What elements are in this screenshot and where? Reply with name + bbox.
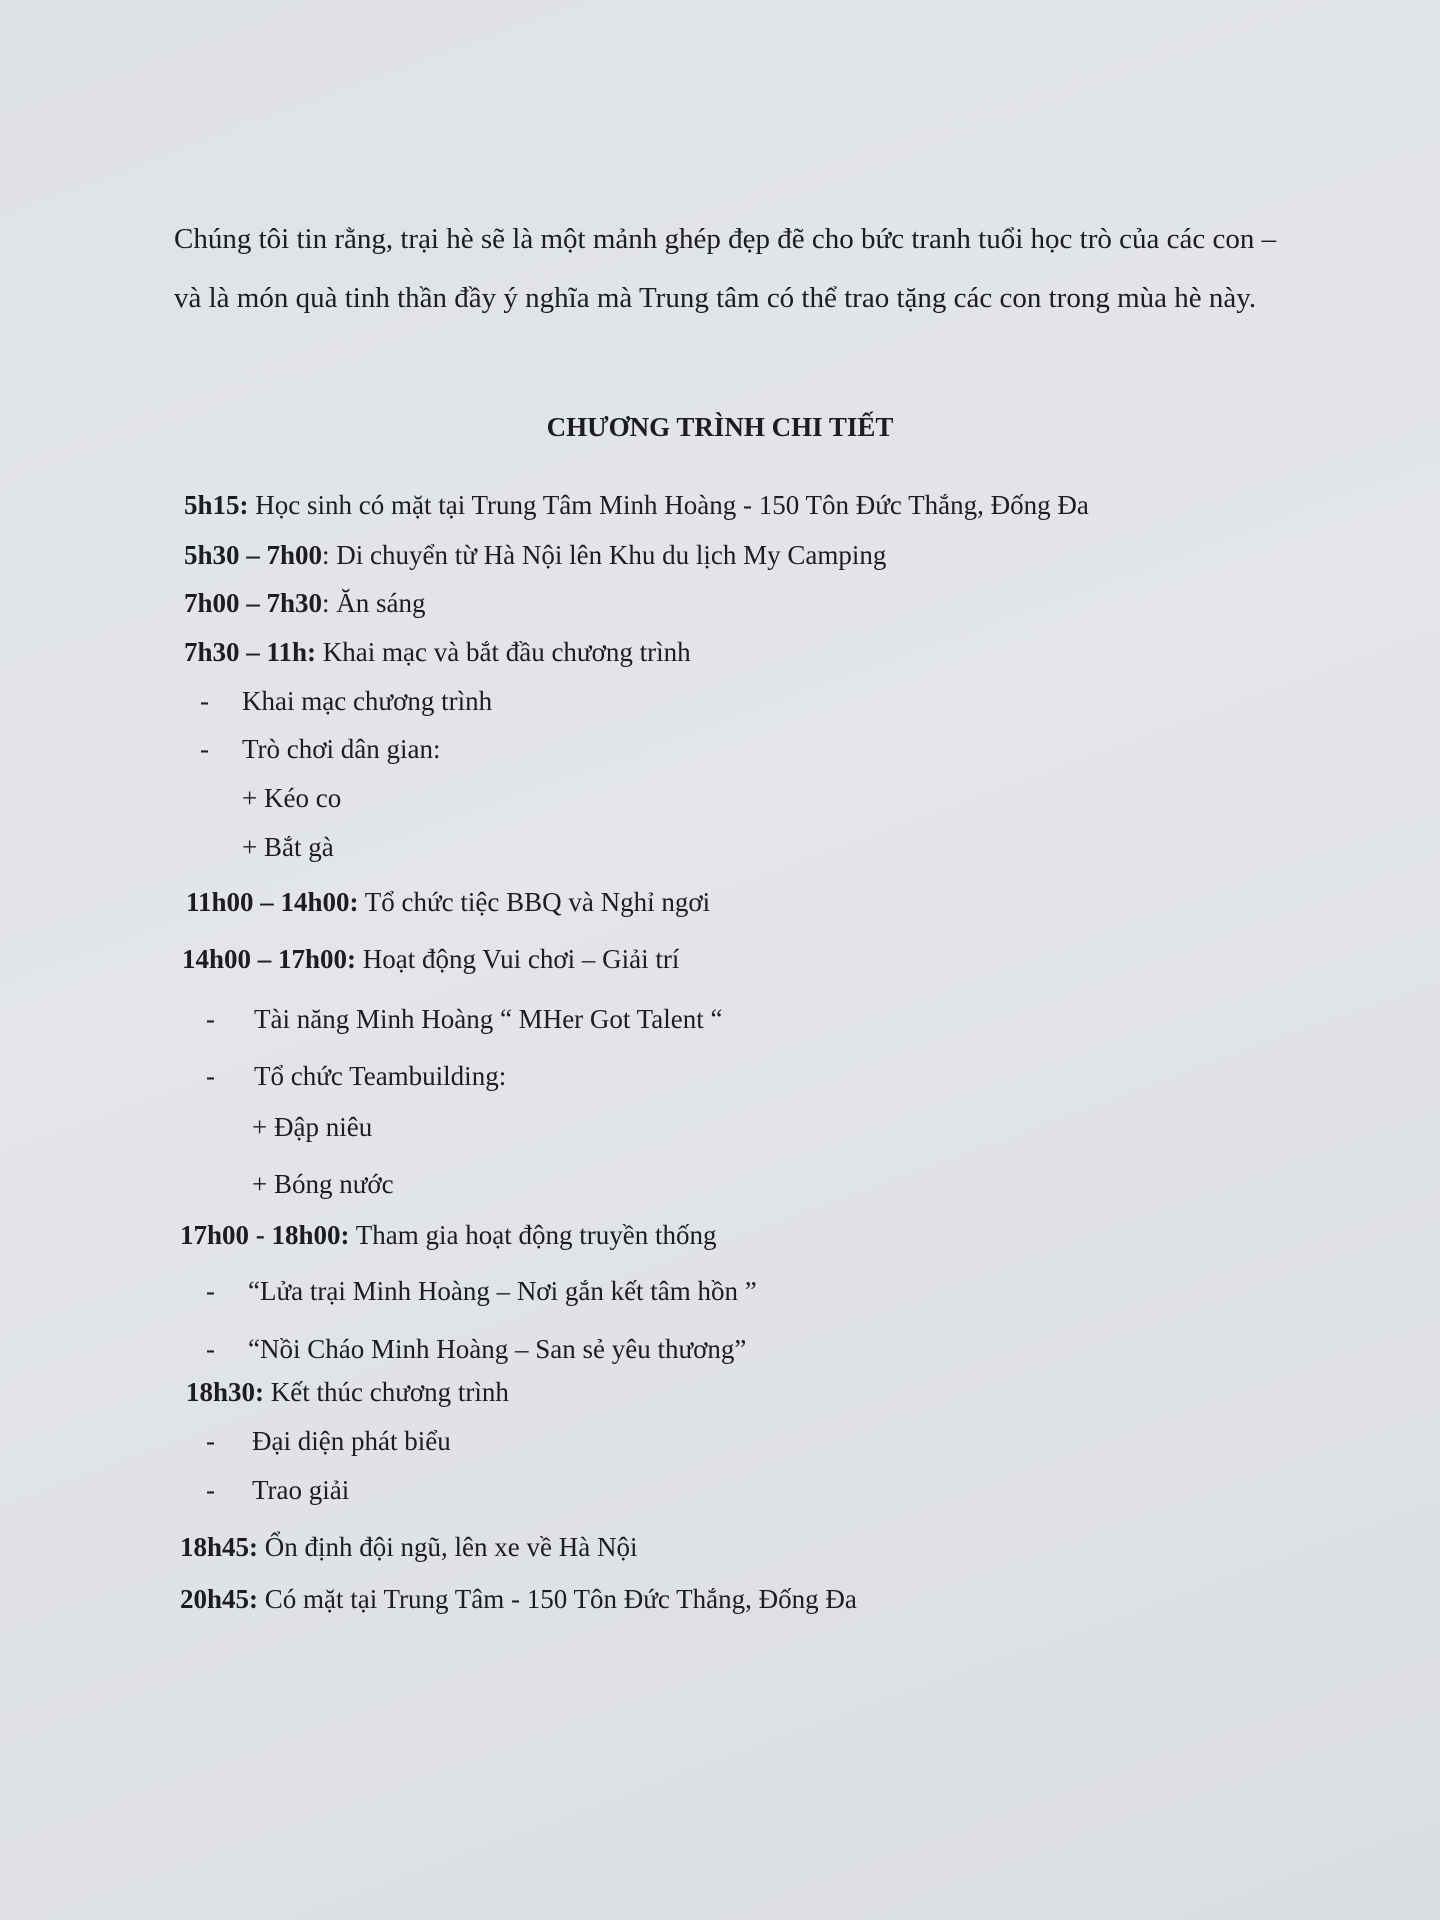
schedule-time: 14h00 – 17h00: xyxy=(182,944,357,974)
bullet-item: “Nồi Cháo Minh Hoàng – San sẻ yêu thương” xyxy=(248,1334,747,1364)
sub-item: + Bóng nước xyxy=(252,1169,394,1199)
bullet-dash: - xyxy=(200,686,209,716)
schedule-row xyxy=(184,588,426,619)
bullet-dash: - xyxy=(206,1475,215,1505)
bullet-item: Khai mạc chương trình xyxy=(242,686,493,716)
bullet-dash: - xyxy=(206,1004,215,1034)
schedule-text: Kết thúc chương trình xyxy=(264,1377,509,1407)
section-heading: CHƯƠNG TRÌNH CHI TIẾT xyxy=(546,412,894,442)
bullet-dash: - xyxy=(206,1061,215,1091)
schedule-text: Có mặt tại Trung Tâm - 150 Tôn Đức Thắng, Đống Đa xyxy=(258,1584,857,1614)
schedule-time: 7h00 – 7h30 xyxy=(184,588,323,618)
schedule-row xyxy=(184,540,886,571)
bullet-dash: - xyxy=(206,1334,215,1364)
bullet-dash: - xyxy=(200,734,209,764)
schedule-text: Khai mạc và bắt đầu chương trình xyxy=(316,637,691,667)
bullet-item: Tài năng Minh Hoàng “ MHer Got Talent “ xyxy=(254,1004,723,1034)
schedule-time: 7h30 – 11h: xyxy=(184,637,317,667)
bullet-item: Trao giải xyxy=(252,1475,350,1505)
bullet-item: “Lửa trại Minh Hoàng – Nơi gắn kết tâm hồn ” xyxy=(248,1276,757,1306)
bullet-dash: - xyxy=(206,1426,215,1456)
bullet-item: Đại diện phát biểu xyxy=(252,1426,451,1456)
schedule-time: 5h30 – 7h00 xyxy=(184,540,323,570)
sub-item: + Đập niêu xyxy=(252,1112,373,1142)
schedule-row xyxy=(180,1584,857,1615)
schedule-row xyxy=(186,887,710,918)
schedule-text: Học sinh có mặt tại Trung Tâm Minh Hoàng - 150 Tôn Đức Thắng, Đống Đa xyxy=(248,490,1089,520)
schedule-text: Tham gia hoạt động truyền thống xyxy=(349,1220,717,1250)
schedule-time: 5h15: xyxy=(184,490,249,520)
bullet-dash: - xyxy=(206,1276,215,1306)
schedule-row xyxy=(186,1377,509,1408)
sub-item: + Bắt gà xyxy=(242,832,334,862)
sub-item: + Kéo co xyxy=(242,783,342,813)
schedule-time: 20h45: xyxy=(180,1584,259,1614)
schedule-text: Ổn định đội ngũ, lên xe về Hà Nội xyxy=(258,1532,638,1562)
schedule-row xyxy=(184,637,691,668)
schedule-text: : Ăn sáng xyxy=(322,588,426,618)
bullet-item: Tổ chức Teambuilding: xyxy=(254,1061,507,1091)
schedule-row xyxy=(180,1220,716,1251)
schedule-text: Hoạt động Vui chơi – Giải trí xyxy=(356,944,680,974)
schedule-text: : Di chuyển từ Hà Nội lên Khu du lịch My Camping xyxy=(322,540,887,570)
schedule-text: Tổ chức tiệc BBQ và Nghỉ ngơi xyxy=(358,887,711,917)
schedule-row xyxy=(180,1532,637,1563)
schedule-time: 18h45: xyxy=(180,1532,259,1562)
schedule-time: 18h30: xyxy=(186,1377,265,1407)
schedule-time: 17h00 - 18h00: xyxy=(180,1220,350,1250)
intro-paragraph: Chúng tôi tin rằng, trại hè sẽ là một mảnh ghép đẹp đẽ cho bức tranh tuổi học trò của các con – và là món quà tinh thần đầy ý nghĩa mà Trung tâm có thể trao tặng các con trong mùa hè này. xyxy=(174,223,1277,314)
bullet-item: Trò chơi dân gian: xyxy=(242,734,441,764)
schedule-time: 11h00 – 14h00: xyxy=(186,887,359,917)
schedule-row xyxy=(184,490,1089,521)
schedule-row xyxy=(182,944,679,975)
